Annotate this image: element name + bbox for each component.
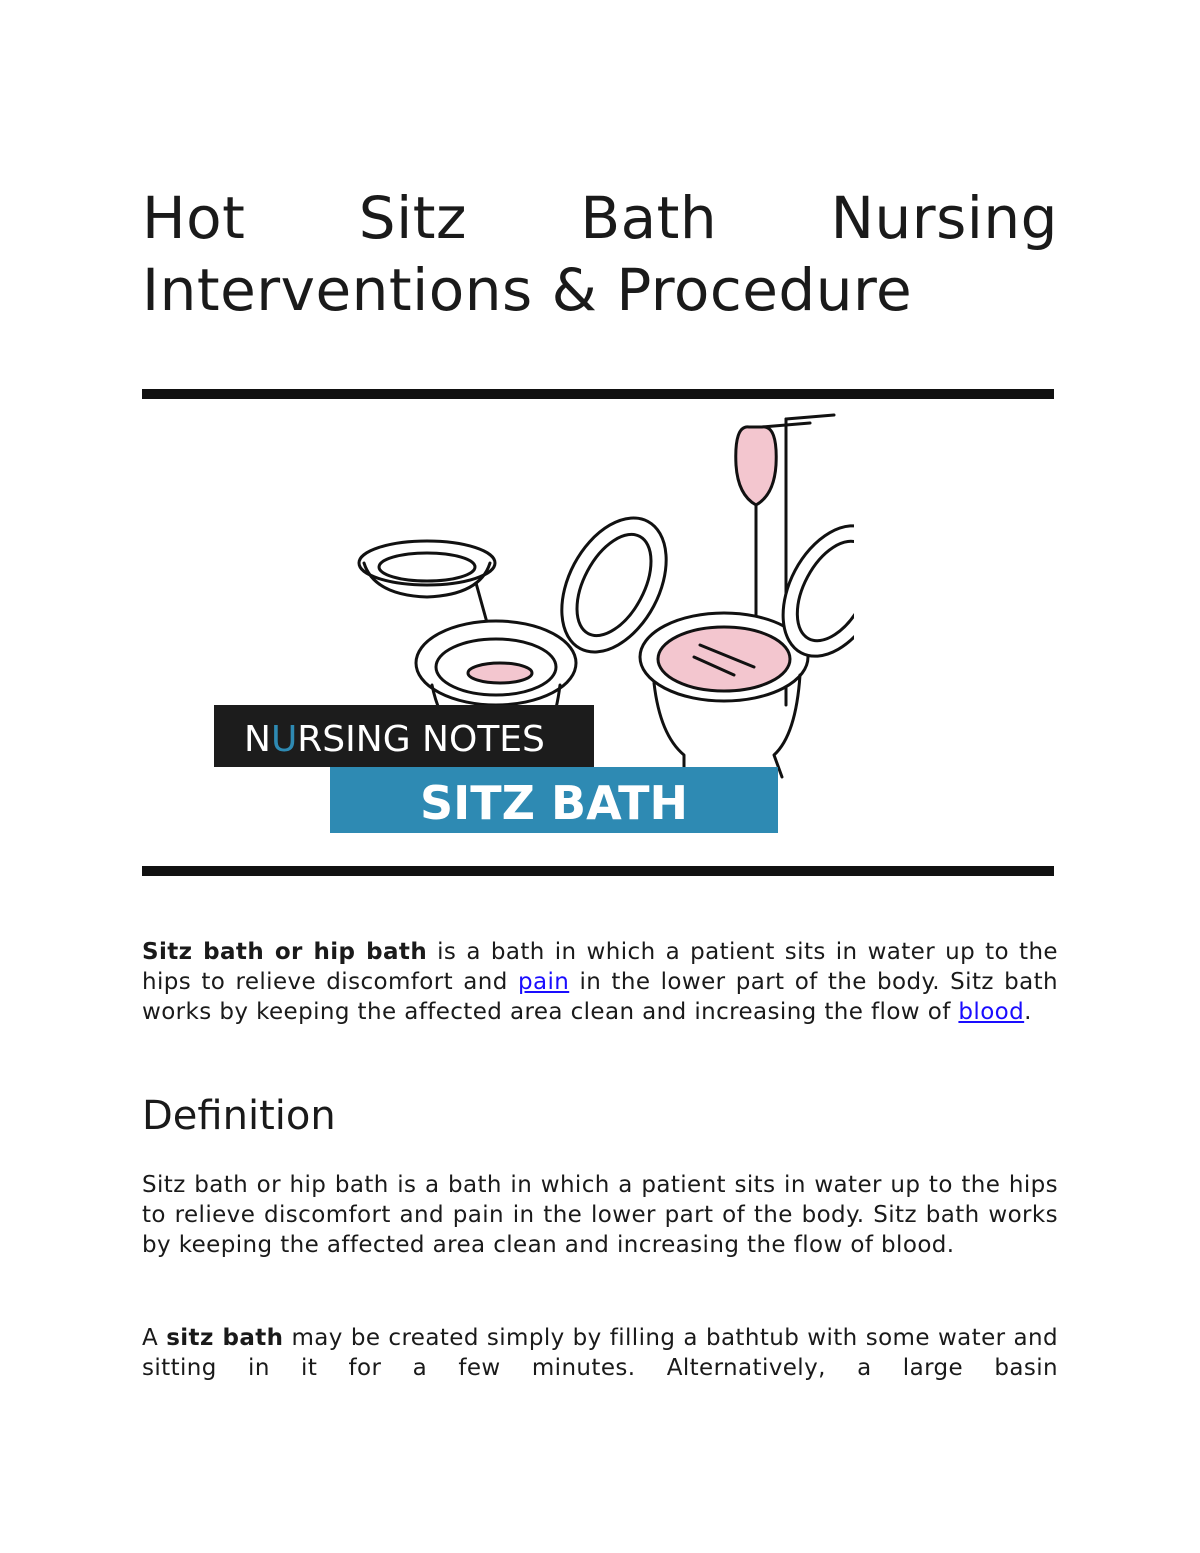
definition-paragraph: Sitz bath or hip bath is a bath in which a patient sits in water up to the hips to relieve discomfort and pain in the lower part of the body. Sitz bath works by keeping the affected area clean and increasing the flow of blood.	[142, 1172, 1058, 1258]
blood-link[interactable]: blood	[958, 999, 1025, 1025]
brand-n: N	[244, 719, 271, 760]
intro-paragraph: Sitz bath or hip bath is a bath in which a patient sits in water up to the hips to relieve discomfort and pain in the lower part of the body. Sitz bath works by keeping the affected area clean and increasing the flow of blood.	[142, 939, 1058, 1025]
brand-u-icon: U	[270, 719, 298, 760]
divider-bottom	[142, 866, 1054, 876]
brand-text	[244, 719, 545, 760]
brand-rest: RSING NOTES	[297, 719, 545, 760]
iv-bag-icon	[736, 427, 776, 505]
caption-text: SITZ BATH	[420, 776, 688, 830]
divider-top	[142, 389, 1054, 399]
title-line-2: Interventions & Procedure	[142, 256, 913, 324]
definition-heading: Definition	[142, 1093, 336, 1139]
sitz-bath-illustration	[214, 405, 854, 837]
title-line-1: Hot Sitz Bath Nursing	[142, 184, 1058, 252]
sitz-bath-bold: sitz bath	[166, 1325, 284, 1351]
page-title	[142, 182, 1058, 326]
intro-bold-term: Sitz bath or hip bath	[142, 939, 428, 965]
pain-link[interactable]: pain	[517, 969, 570, 995]
sitz-bath-paragraph: A sitz bath may be created simply by filling a bathtub with some water and sitting in it for a few minutes. Alternatively, a large basin	[142, 1325, 1058, 1381]
